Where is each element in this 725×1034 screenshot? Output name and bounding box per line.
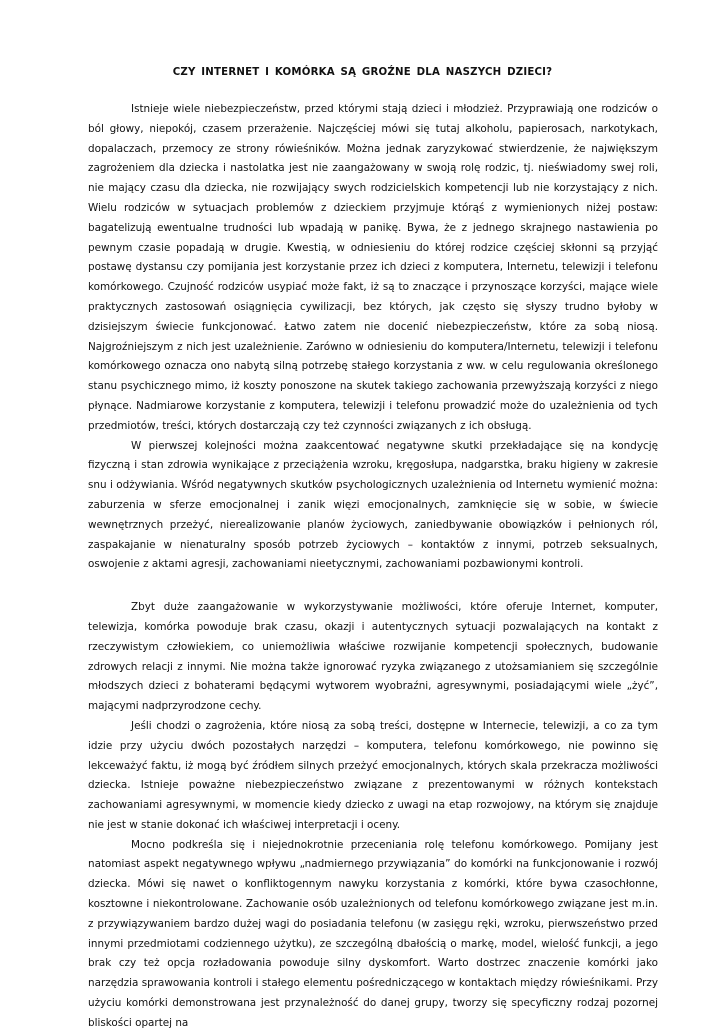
paragraph-dangers-intro: Istnieje wiele niebezpieczeństw, przed którymi stają dzieci i młodzież. Przyprawiają one rodziców o ból głowy, niepokój, czasem przerażenie. Najczęściej mówi się tutaj alkoholu, papierosach, narkotykach, dopalaczach, przemocy ze strony rówieśników. Można jednak zaryzykować stwierdzenie, że największym zagrożeniem dla dziecka i nastolatka jest nie zaangażowany w swoją rolę rodzic, tj. nieświadomy swej roli, nie mający czasu dla dziecka, nie rozwijający swych rodzicielskich kompetencji lub nie korzystający z nich. Wielu rodziców w sytuacjach problemów z dzieckiem przyjmuje którąś z wymienionych niżej postaw: bagatelizują ewentualne trudności lub wpadają w panikę. Bywa, że z jednego skrajnego nastawienia po pewnym czasie popadają w drugie. Kwestią, w odniesieniu do której rodzice częściej skłonni są przyjąć postawę dystansu czy pomijania jest korzystanie przez ich dzieci z komputera, Internetu, telewizji i telefonu komórkowego. Czujność rodziców usypiać może fakt, iż są to znaczące i przynoszące korzyści, mające wiele praktycznych zastosowań osiągnięcia cywilizacji, bez których, jak często się słyszy trudno byłoby w dzisiejszym świecie funkcjonować. Łatwo zatem nie docenić niebezpieczeństw, które za sobą niosą. Najgroźniejszym z nich jest uzależnienie. Zarówno w odniesieniu do komputera/Internetu, telewizji i telefonu komórkowego oznacza ono nabytą silną potrzebę stałego korzystania z ww. w celu regulowania określonego stanu psychicznego mimo, iż koszty ponoszone na skutek takiego zachowania przewyższają korzyści z niego płynące. Nadmiarowe korzystanie z komputera, telewizji i telefonu prowadzić może do uzależnienia od tych przedmiotów, treści, których dostarczają czy też czynności związanych z ich obsługą. — [88, 103, 658, 432]
document-title: CZY INTERNET I KOMÓRKA SĄ GROŹNE DLA NASZYCH DZIECI? — [172, 67, 553, 78]
paragraph-social-skills: Zbyt duże zaangażowanie w wykorzystywanie możliwości, które oferuje Internet, komputer, telewizja, komórka powoduje brak czasu, okazji i autentycznych sytuacji pozwalających na kontakt z rzeczywistym człowiekiem, co uniemożliwia właściwe rozwijanie kompetencji społecznych, budowanie zdrowych relacji z innymi. Nie można także ignorować ryzyka związanego z utożsamianiem się szczególnie młodszych dzieci z bohaterami będącymi wytworem wyobraźni, agresywnymi, posiadającymi wiele „żyć”, mającymi nadprzyrodzone cechy. — [88, 601, 658, 713]
paragraph-content-threats: Jeśli chodzi o zagrożenia, które niosą za sobą treści, dostępne w Internecie, telewizji, a co za tym idzie przy użyciu dwóch pozostałych narzędzi – komputera, telefonu komórkowego, nie powinno się lekceważyć faktu, iż mogą być źródłem silnych przeżyć emocjonalnych, których skala przekracza możliwości dziecka. Istnieje poważne niebezpieczeństwo związane z prezentowanymi w różnych kontekstach zachowaniami agresywnymi, w momencie kiedy dziecko z uwagi na etap rozwojowy, na którym się znajduje nie jest w stanie dokonać ich właściwej interpretacji i oceny. — [88, 719, 658, 831]
paragraph-gap — [88, 575, 658, 598]
document-body — [88, 100, 658, 1034]
paragraph-negative-effects: W pierwszej kolejności można zaakcentować negatywne skutki przekładające się na kondycję fizyczną i stan zdrowia wynikające z przeciążenia wzroku, kręgosłupa, nadgarstka, braku higieny w zakresie snu i odżywiania. Wśród negatywnych skutków psychologicznych uzależnienia od Internetu wymienić można: zaburzenia w sferze emocjonalnej i zanik więzi emocjonalnych, zamknięcie się w sobie, w świecie wewnętrznych przeżyć, nierealizowanie planów życiowych, zaniedbywanie obowiązków i pełnionych ról, zaspakajanie w nienaturalny sposób potrzeb życiowych – kontaktów z innymi, potrzeb seksualnych, oswojenie z aktami agresji, zachowaniami nieetycznymi, zachowaniami pozbawionymi kontroli. — [88, 439, 658, 571]
paragraph-mobile-phone: Mocno podkreśla się i niejednokrotnie przeceniania rolę telefonu komórkowego. Pomijany jest natomiast aspekt negatywnego wpływu „nadmiernego przywiązania” do komórki na funkcjonowanie i rozwój dziecka. Mówi się nawet o konfliktogennym nawyku korzystania z komórki, które bywa czasochłonne, kosztowne i niekontrolowane. Zachowanie osób uzależnionych od telefonu komórkowego związane jest m.in. z przywiązywaniem bardzo dużej wagi do posiadania telefonu (w zasięgu ręki, wzroku, pierwszeństwo przed innymi przedmiotami codziennego użytku), ze szczególną dbałością o markę, model, wielość funkcji, a jego brak czy też opcja rozładowania powoduje silny dyskomfort. Warto dostrzec znaczenie komórki jako narzędzia sprawowania kontroli i stałego elementu pośredniczącego w kontaktach między rówieśnikami. Przy użyciu komórki demonstrowana jest przynależność do danej grupy, tworzy się specyficzny rodzaj pozornej bliskości opartej na — [88, 838, 658, 1029]
